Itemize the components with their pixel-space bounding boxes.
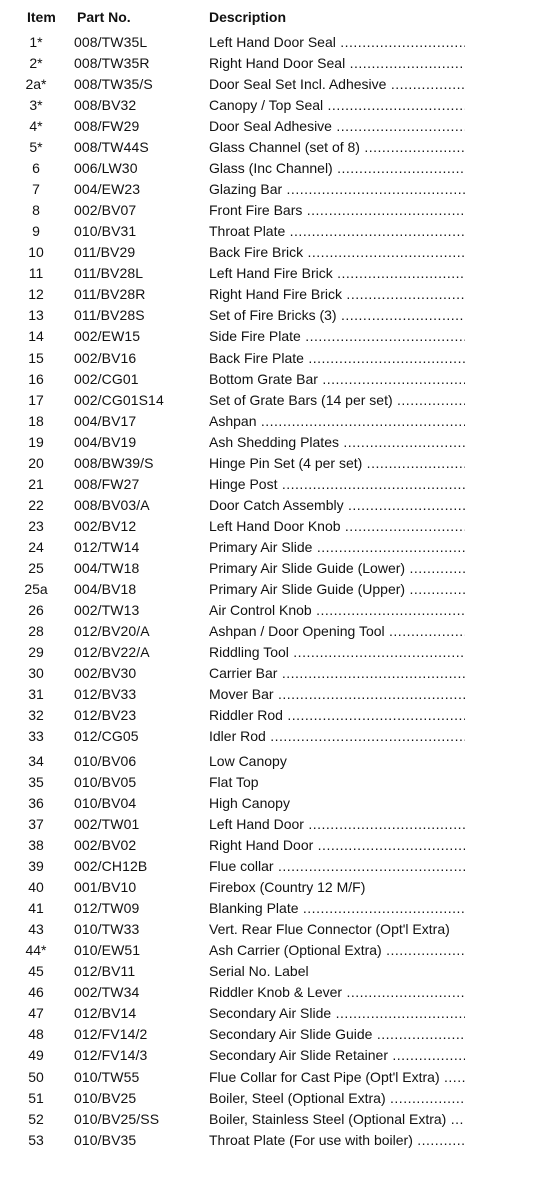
table-row: [0, 305, 533, 326]
part-number: 008/TW35R: [74, 55, 150, 71]
part-number: 002/CG01: [74, 370, 139, 387]
part-number: 011/BV28L: [74, 265, 144, 282]
part-number: 010/BV25/SS: [74, 1110, 160, 1127]
part-description: Boiler, Steel (Optional Extra) .....: [209, 1088, 465, 1109]
part-description: Right Hand Fire Brick .....: [209, 284, 465, 305]
part-description: Door Seal Set Incl. Adhesive .....: [209, 74, 465, 95]
part-description: Set of Grate Bars (14 per set) .....: [209, 390, 465, 411]
table-row: [0, 53, 533, 74]
table-row: [0, 242, 533, 263]
part-number: 008/BW39/S: [74, 454, 154, 471]
part-number: 012/TW14: [74, 538, 140, 555]
item-number: 20: [28, 454, 44, 471]
table-row: [0, 600, 533, 621]
part-number: 006/LW30: [74, 160, 138, 177]
table-row: [0, 1045, 533, 1066]
table-row: [0, 558, 533, 579]
table-row: [0, 284, 533, 305]
part-description: Throat Plate .....: [209, 221, 465, 242]
part-description: Firebox (Country 12 M/F): [209, 879, 366, 896]
item-number: 38: [28, 837, 44, 854]
table-row: [0, 642, 533, 663]
part-number: 008/FW29: [74, 118, 140, 135]
part-number: 012/FV14/3: [74, 1047, 148, 1064]
part-description: Flat Top: [209, 774, 259, 791]
item-number: 22: [28, 496, 44, 513]
item-number: 13: [28, 307, 44, 324]
item-number: 47: [28, 1005, 44, 1022]
part-number: 010/BV35: [74, 1131, 137, 1148]
part-number: 002/CH12B: [74, 858, 148, 875]
part-number: 010/TW33: [74, 921, 140, 938]
part-number: 012/BV20/A: [74, 622, 150, 639]
part-description: Side Fire Plate .....: [209, 326, 465, 347]
item-number: 44*: [25, 942, 47, 959]
item-number: 48: [28, 1026, 44, 1043]
item-number: 15: [28, 349, 44, 366]
table-row: [0, 137, 533, 158]
item-number: 24: [28, 538, 44, 555]
part-description: Secondary Air Slide .....: [209, 1003, 465, 1024]
table-row: [0, 940, 533, 961]
table-row: [0, 1088, 533, 1109]
part-number: 011/BV29: [74, 244, 136, 261]
table-row: [0, 453, 533, 474]
part-description: Low Canopy: [209, 753, 287, 769]
part-number: 012/FV14/2: [74, 1026, 148, 1043]
item-number: 4*: [29, 118, 43, 135]
part-description: Secondary Air Slide Retainer .....: [209, 1045, 465, 1066]
part-number: 002/BV16: [74, 349, 137, 366]
table-row: [0, 326, 533, 347]
item-number: 12: [28, 286, 44, 303]
item-number: 43: [28, 921, 44, 938]
table-row: [0, 793, 533, 814]
part-description: Primary Air Slide Guide (Upper) .....: [209, 579, 465, 600]
item-number: 36: [28, 795, 44, 812]
table-row: [0, 200, 533, 221]
item-number: 25a: [24, 580, 48, 597]
item-number: 17: [28, 391, 44, 408]
table-row: [0, 221, 533, 242]
item-number: 2*: [29, 55, 43, 71]
item-number: 40: [28, 879, 44, 896]
header-part-no: Part No.: [77, 9, 131, 25]
part-description: Air Control Knob .....: [209, 600, 465, 621]
part-description: Left Hand Fire Brick .....: [209, 263, 465, 284]
part-number: 002/TW13: [74, 601, 140, 618]
table-row: [0, 1109, 533, 1130]
part-number: 004/BV19: [74, 433, 137, 450]
part-description: Flue collar .....: [209, 856, 465, 877]
item-number: 53: [28, 1131, 44, 1148]
part-number: 010/BV06: [74, 753, 137, 769]
item-number: 5*: [29, 139, 43, 156]
item-number: 51: [28, 1089, 44, 1106]
part-description: Front Fire Bars .....: [209, 200, 465, 221]
part-number: 008/TW35L: [74, 34, 148, 50]
part-number: 012/BV11: [74, 963, 136, 980]
part-description: Glass Channel (set of 8) .....: [209, 137, 465, 158]
part-description: Primary Air Slide Guide (Lower) .....: [209, 558, 465, 579]
item-number: 28: [28, 622, 44, 639]
table-row: [0, 32, 533, 53]
part-number: 004/TW18: [74, 559, 140, 576]
table-row: [0, 684, 533, 705]
part-description: Hinge Pin Set (4 per set) .....: [209, 453, 465, 474]
part-number: 002/TW34: [74, 984, 140, 1001]
part-description: Flue Collar for Cast Pipe (Opt'l Extra) .....: [209, 1067, 465, 1088]
part-description: Ashpan .....: [209, 411, 465, 432]
table-row: [0, 348, 533, 369]
item-number: 35: [28, 774, 44, 791]
part-number: 008/TW35/S: [74, 76, 153, 93]
part-number: 002/BV12: [74, 517, 137, 534]
part-description: Serial No. Label: [209, 963, 309, 980]
table-row: [0, 369, 533, 390]
item-number: 8: [32, 202, 40, 219]
item-number: 52: [28, 1110, 44, 1127]
table-row: [0, 1003, 533, 1024]
part-description: Primary Air Slide .....: [209, 537, 465, 558]
part-description: Right Hand Door .....: [209, 835, 465, 856]
part-number: 011/BV28R: [74, 286, 146, 303]
part-description: Ashpan / Door Opening Tool .....: [209, 621, 465, 642]
item-number: 29: [28, 643, 44, 660]
table-row: [0, 116, 533, 137]
item-number: 3*: [29, 97, 43, 114]
item-number: 2a*: [25, 76, 47, 93]
item-number: 32: [28, 707, 44, 723]
part-number: 002/BV30: [74, 664, 137, 681]
item-number: 37: [28, 816, 44, 833]
item-number: 18: [28, 412, 44, 429]
part-description: Left Hand Door Seal .....: [209, 32, 465, 53]
table-header: [0, 7, 533, 27]
item-number: 10: [28, 244, 44, 261]
item-number: 11: [28, 265, 44, 282]
part-number: 012/TW09: [74, 900, 140, 917]
table-row: [0, 772, 533, 793]
part-number: 002/BV02: [74, 837, 137, 854]
part-description: Blanking Plate .....: [209, 898, 465, 919]
table-row: [0, 621, 533, 642]
table-row: [0, 158, 533, 179]
part-number: 012/BV23: [74, 707, 137, 723]
part-description: Ash Carrier (Optional Extra) .....: [209, 940, 465, 961]
part-description: Back Fire Plate .....: [209, 348, 465, 369]
part-description: Canopy / Top Seal .....: [209, 95, 465, 116]
part-number: 012/BV22/A: [74, 643, 150, 660]
part-number: 002/EW15: [74, 328, 141, 345]
part-description: Door Seal Adhesive .....: [209, 116, 465, 137]
part-description: Set of Fire Bricks (3) .....: [209, 305, 465, 326]
part-description: Door Catch Assembly .....: [209, 495, 465, 516]
part-number: 010/EW51: [74, 942, 141, 959]
table-row: [0, 263, 533, 284]
part-description: Boiler, Stainless Steel (Optional Extra) .....: [209, 1109, 465, 1130]
table-row: [0, 74, 533, 95]
part-number: 002/BV07: [74, 202, 137, 219]
table-row: [0, 474, 533, 495]
table-row: [0, 1067, 533, 1088]
part-description: Right Hand Door Seal .....: [209, 53, 465, 74]
item-number: 1*: [29, 34, 43, 50]
item-number: 41: [28, 900, 44, 917]
part-number: 010/BV31: [74, 223, 137, 240]
item-number: 50: [28, 1068, 44, 1085]
table-row: [0, 537, 533, 558]
part-number: 002/CG01S14: [74, 391, 164, 408]
table-row: [0, 705, 533, 726]
table-row: [0, 95, 533, 116]
part-number: 008/FW27: [74, 475, 140, 492]
part-description: High Canopy: [209, 795, 290, 812]
table-row: [0, 390, 533, 411]
part-number: 011/BV28S: [74, 307, 145, 324]
part-number: 008/TW44S: [74, 139, 149, 156]
item-number: 39: [28, 858, 44, 875]
part-number: 001/BV10: [74, 879, 137, 896]
part-description: Secondary Air Slide Guide .....: [209, 1024, 465, 1045]
part-description: Bottom Grate Bar .....: [209, 369, 465, 390]
part-number: 012/BV33: [74, 685, 137, 702]
table-row: [0, 411, 533, 432]
table-row: [0, 877, 533, 898]
table-row: [0, 516, 533, 537]
header-item: Item: [27, 9, 56, 25]
part-description: Carrier Bar .....: [209, 663, 465, 684]
part-number: 012/BV14: [74, 1005, 137, 1022]
part-description: Riddler Rod .....: [209, 705, 465, 726]
item-number: 26: [28, 601, 44, 618]
part-description: Riddling Tool .....: [209, 642, 465, 663]
table-row: [0, 898, 533, 919]
part-description: Ash Shedding Plates .....: [209, 432, 465, 453]
table-row: [0, 835, 533, 856]
part-description: Left Hand Door .....: [209, 814, 465, 835]
part-description: Left Hand Door Knob .....: [209, 516, 465, 537]
part-number: 004/BV17: [74, 412, 137, 429]
item-number: 25: [28, 559, 44, 576]
part-number: 004/EW23: [74, 181, 141, 198]
item-number: 49: [28, 1047, 44, 1064]
part-number: 008/BV32: [74, 97, 137, 114]
item-number: 46: [28, 984, 44, 1001]
item-number: 9: [32, 223, 40, 240]
item-number: 19: [28, 433, 44, 450]
part-description: Idler Rod .....: [209, 726, 465, 747]
part-description: Vert. Rear Flue Connector (Opt'l Extra): [209, 921, 450, 938]
part-number: 010/BV25: [74, 1089, 137, 1106]
table-row: [0, 919, 533, 940]
item-number: 16: [28, 370, 44, 387]
part-number: 010/BV05: [74, 774, 137, 791]
header-description: Description: [209, 9, 287, 25]
part-description: Hinge Post .....: [209, 474, 465, 495]
table-row: [0, 1024, 533, 1045]
item-number: 7: [32, 181, 40, 198]
part-number: 010/BV04: [74, 795, 137, 812]
part-number: 010/TW55: [74, 1068, 140, 1085]
item-number: 14: [28, 328, 44, 345]
table-row: [0, 751, 533, 772]
item-number: 31: [28, 685, 44, 702]
table-row: [0, 1130, 533, 1151]
item-number: 33: [28, 728, 44, 744]
table-row: [0, 982, 533, 1003]
part-number: 004/BV18: [74, 580, 137, 597]
table-row: [0, 726, 533, 747]
part-number: 012/CG05: [74, 728, 139, 744]
part-description: Glass (Inc Channel) .....: [209, 158, 465, 179]
table-row: [0, 663, 533, 684]
table-row: [0, 961, 533, 982]
item-number: 45: [28, 963, 44, 980]
item-number: 30: [28, 664, 44, 681]
table-row: [0, 579, 533, 600]
table-row: [0, 495, 533, 516]
part-description: Mover Bar .....: [209, 684, 465, 705]
table-row: [0, 179, 533, 200]
item-number: 34: [28, 753, 44, 769]
part-number: 002/TW01: [74, 816, 140, 833]
part-description: Back Fire Brick .....: [209, 242, 465, 263]
part-description: Glazing Bar .....: [209, 179, 465, 200]
table-row: [0, 856, 533, 877]
item-number: 6: [32, 160, 40, 177]
table-row: [0, 814, 533, 835]
table-row: [0, 432, 533, 453]
item-number: 23: [28, 517, 44, 534]
part-description: Riddler Knob & Lever .....: [209, 982, 465, 1003]
item-number: 21: [28, 475, 44, 492]
part-number: 008/BV03/A: [74, 496, 150, 513]
part-description: Throat Plate (For use with boiler) .....: [209, 1130, 465, 1151]
